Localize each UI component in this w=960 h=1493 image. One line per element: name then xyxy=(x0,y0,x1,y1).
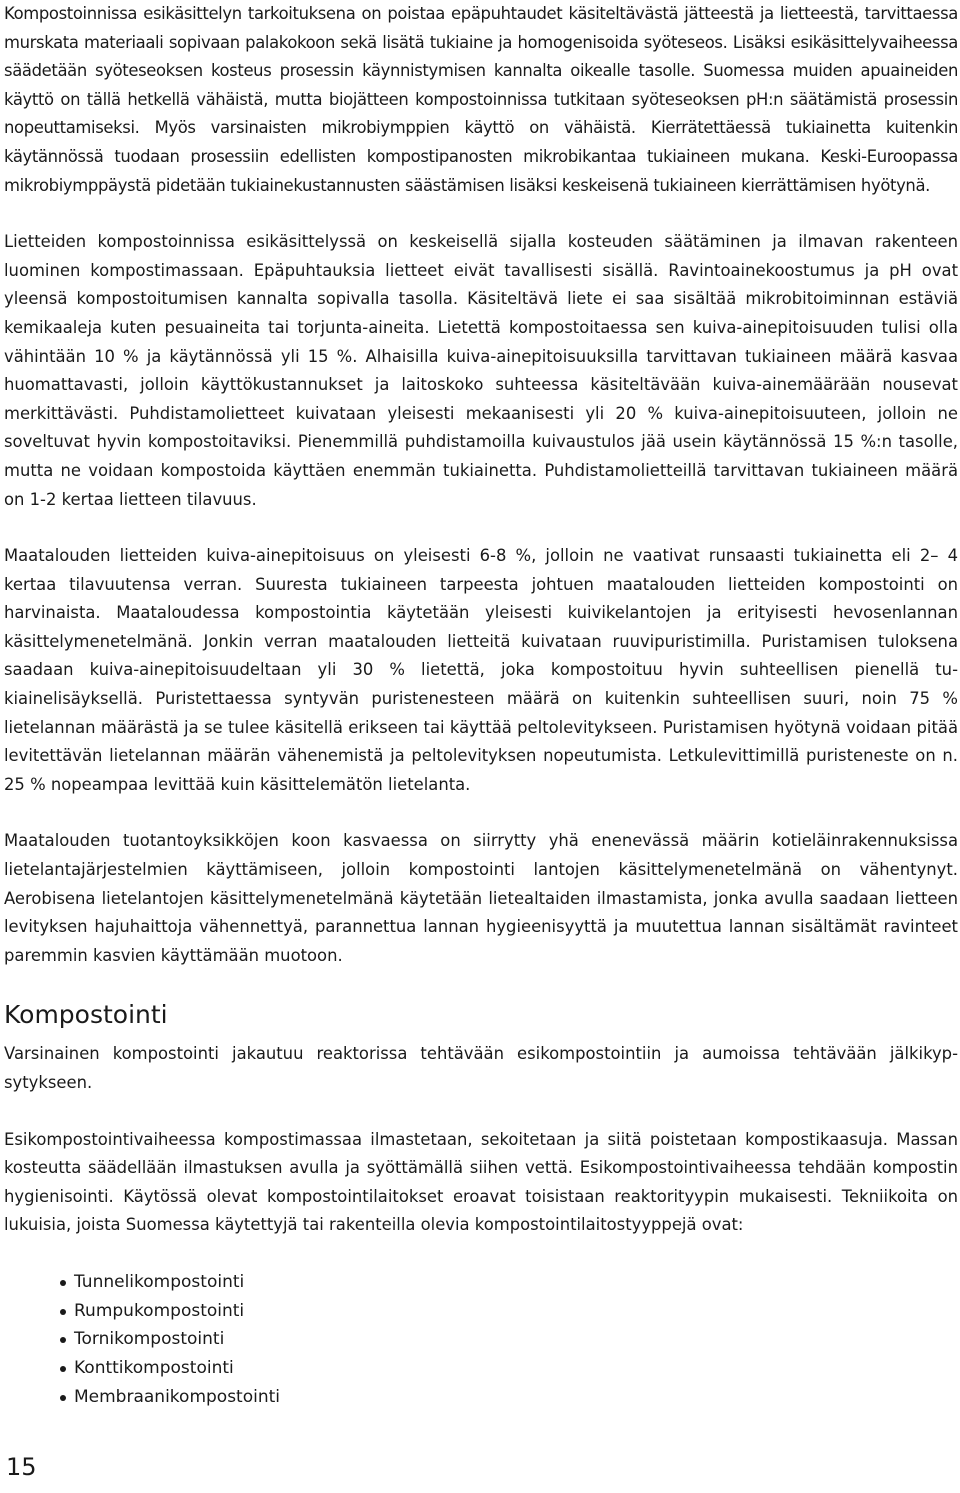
list-item: Rumpukompostointi xyxy=(60,1297,958,1326)
body-paragraph: Kompostoinnissa esikäsittelyn tarkoituksena on poistaa epäpuhtaudet käsiteltävästä jätteestä ja lietteestä, tarvittaessa murskata materiaali sopivaan palakokoon sekä lisätä tukiaine ja homogenisoida syöteseos. Lisäksi esikäsittelyvaiheessa säädetään syöteseoksen kosteus prosessin käynnistymisen kannalta oikealle tasolle. Suomessa muiden apuaineiden käyttö on tällä hetkellä vähäistä, mutta biojätteen kompostoinnissa tutkitaan syöteseoksen pH:n säätämistä prosessin nopeuttamiseksi. Myös varsinaisten mikrobiymppien käyttö on vähäistä. Kierrätettäessä tukiainetta kuitenkin käytännössä tuodaan prosessiin edellisten kompostipanosten mikrobikantaa tukiaineen mukana. Keski-Euroopassa mikrobiymppäystä pidetään tukiainekustannusten säästämisen lisäksi keskeisenä tukiaineen kierrättämisen hyötynä. xyxy=(4,4,958,195)
body-paragraph: Varsinainen kompostointi jakautuu reaktorissa tehtävään esikompostointiin ja aumoissa tehtävään jälkikypsytykseen. xyxy=(4,1044,958,1092)
list-item: Tornikompostointi xyxy=(60,1325,958,1354)
list-item: Membraanikompostointi xyxy=(60,1383,958,1412)
body-paragraph: Lietteiden kompostoinnissa esikäsittelyssä on keskeisellä sijalla kosteuden säätäminen ja ilmavan rakenteen luominen kompostimassaan. Epäpuhtauksia lietteet eivät tavallisesti sisällä. Ravintoainekoostumus ja pH ovat yleensä kompostoitumisen kannalta sopivalla tasolla. Käsiteltävä liete ei saa sisältää mikrobitoiminnan estäviä kemikaaleja kuten pesuaineita tai torjunta-aineita. Lietettä kompostoitaessa sen kuiva-ainepitoisuuden tulisi olla vähintään 10 % ja käytännössä yli 15 %. Alhaisilla kuiva-ainepitoisuuksilla tarvittavan tukiaineen määrä kasvaa huomattavasti, jolloin käyttökustannukset ja laitoskoko suhteessa käsiteltävään kuiva-ainemäärään nousevat merkittävästi. Puhdistamolietteet kuivataan yleisesti mekaanisesti yli 20 % kuiva-ainepitoisuuteen, jolloin ne soveltuvat hyvin kompostoitaviksi. Pienemmillä puhdistamoilla kuivaustulos jää usein käytännössä 15 %:n tasolle, mutta ne voidaan kompostoida käyttäen enemmän tukiainetta. Puhdistamolietteillä tarvittavan tukiaineen määrä on 1-2 kertaa lietteen tilavuus. xyxy=(4,232,958,509)
document-page xyxy=(4,0,958,1411)
list-item: Konttikompostointi xyxy=(60,1354,958,1383)
composting-types-list xyxy=(4,1268,958,1412)
body-paragraph: Maatalouden tuotantoyksikköjen koon kasvaessa on siirrytty yhä enenevässä määrin kotieläinrakennuksissa lietelantajärjestelmien käyttämiseen, jolloin kompostointi lantojen käsittelymenetelmänä on vähentynyt. Aerobisena lietelantojen käsittelymenetelmänä käytetään lietealtaiden ilmastamista, jonka avulla saadaan lietteen levityksen hajuhaittoja vähennettyä, parannettua lannan hygieenisyyttä ja muutettua lannan sisältämät ravinteet paremmin kasvien käyttämään muotoon. xyxy=(4,831,958,965)
body-paragraph: Maatalouden lietteiden kuiva-ainepitoisuus on yleisesti 6-8 %, jolloin ne vaativat runsaasti tukiainetta eli 2– 4 kertaa tilavuutensa verran. Suuresta tukiaineen tarpeesta johtuen maatalouden lietteiden kompostointi on harvinaista. Maataloudessa kompostointia käytetään yleisesti kuivikelantojen ja erityisesti hevosenlannan käsittelymenetelmänä. Jonkin verran maatalouden lietteitä kuivataan ruuvipuristimilla. Puristamisen tuloksena saadaan kuiva-ainepitoisuudeltaan yli 30 % lietettä, joka kompostoituu hyvin suhteellisen pienellä tukiainelisäyksellä. Puristettaessa syntyvän puristenesteen määrä on kuitenkin suhteellisen suuri, noin 75 % lietelannan määrästä ja se tulee käsitellä erikseen tai käyttää peltolevitykseen. Puristamisen hyötynä voidaan pitää levitettävän lietelannan määrän vähenemistä ja peltolevityksen nopeutumista. Letkulevittimillä puristeneste on n. 25 % nopeampaa levittää kuin käsittelemätön lietelanta. xyxy=(4,546,958,794)
list-item: Tunnelikompostointi xyxy=(60,1268,958,1297)
body-paragraph: Esikompostointivaiheessa kompostimassaa ilmastetaan, sekoitetaan ja siitä poistetaan kompostikaasuja. Massan kosteutta säädellään ilmastuksen avulla ja syöttämällä siihen vettä. Esikompostointivaiheessa tehdään kompostin hygienisointi. Käytössä olevat kompostointilaitokset eroavat toisistaan reaktorityypin mukaisesti. Tekniikoita on lukuisia, joista Suomessa käytettyjä tai rakenteilla olevia kompostointilaitostyyppejä ovat: xyxy=(4,1129,958,1235)
page-number: 15 xyxy=(6,1453,37,1481)
section-heading: Kompostointi xyxy=(4,1000,168,1030)
